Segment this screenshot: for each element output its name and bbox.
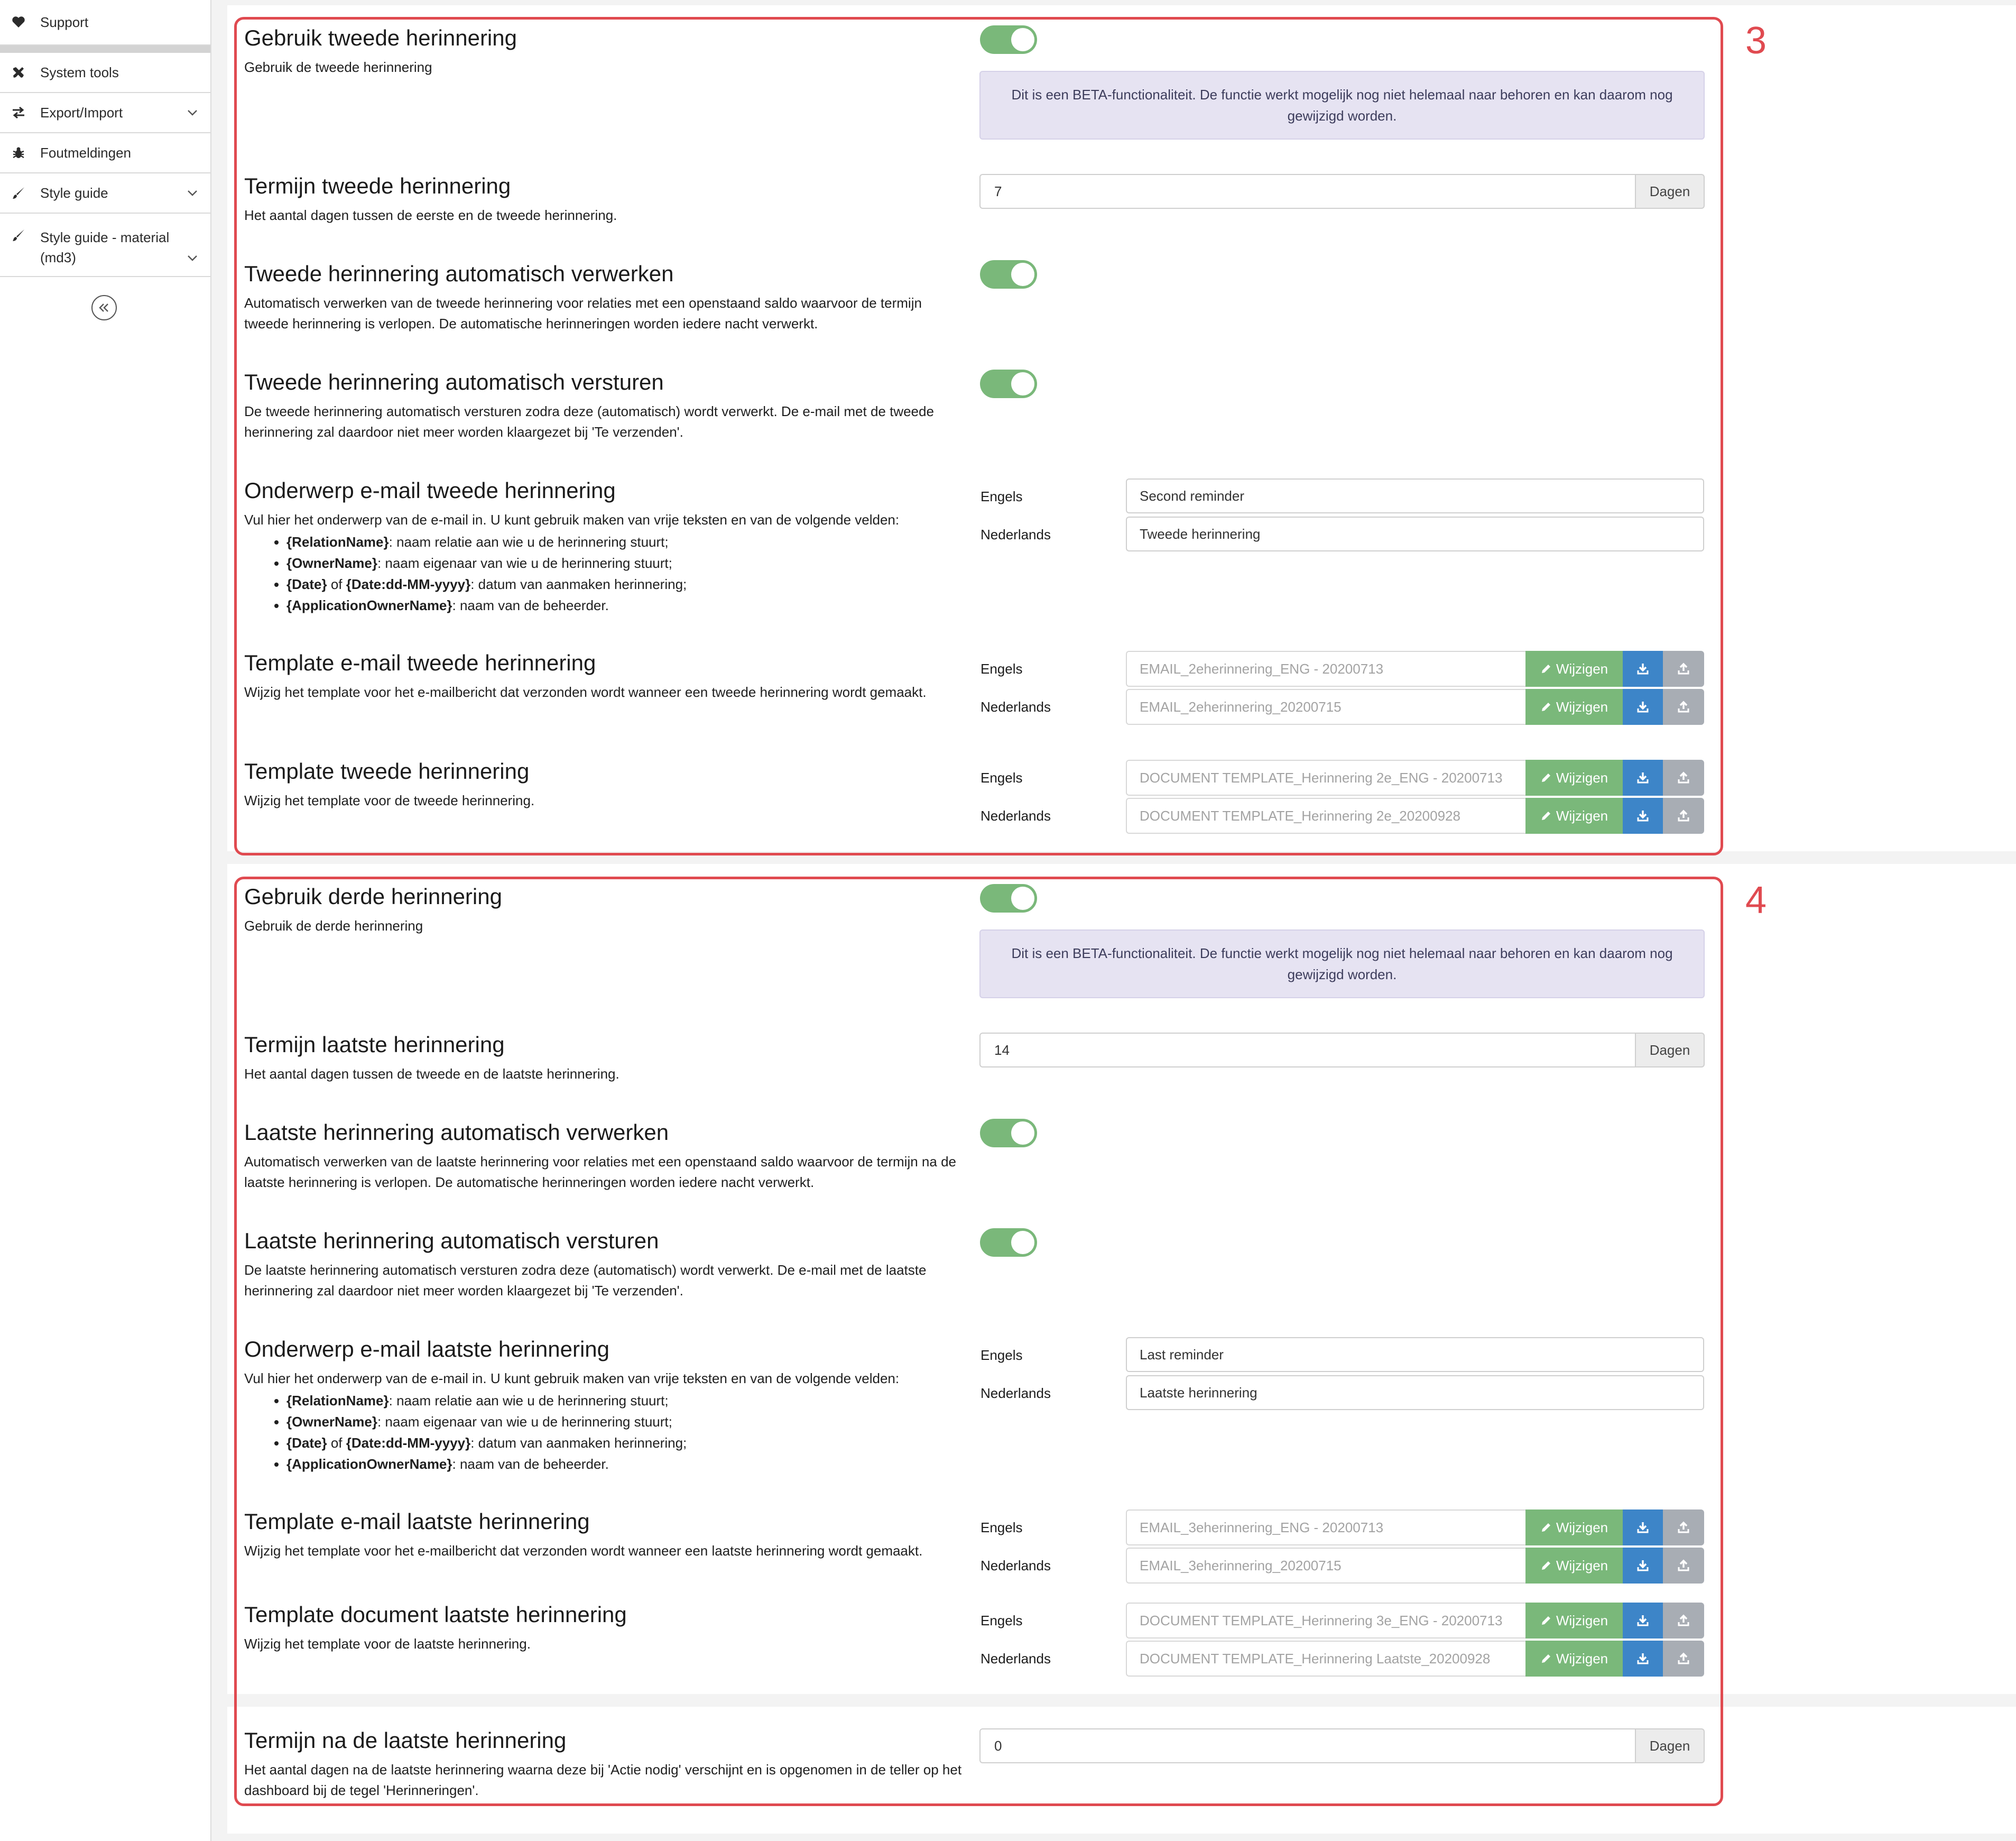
chevron-down-icon [186,187,199,199]
pencil-icon [1540,701,1552,713]
download-template-button[interactable] [1623,760,1663,796]
exchange-icon [11,105,26,121]
subject-fields-list [244,1390,968,1475]
setting-auto-send-third [244,1227,968,1301]
subject-second-en-input[interactable]: Second reminder [1126,478,1704,513]
pencil-icon [1540,1522,1552,1533]
beta-notice: Dit is een BETA-functionaliteit. De functie werkt mogelijk nog niet helemaal naar behoren en kan daarom nog gewijzigd worden. [979,71,1705,140]
setting-description: Het aantal dagen na de laatste herinnering waarna deze bij 'Actie nodig' verschijnt en is opgenomen in de teller op het dashboard bij de tegel 'Herinneringen'. [244,1762,962,1798]
sidebar-item-label: Style guide [40,185,108,201]
days-addon: Dagen [1635,1033,1705,1067]
lang-label-nl: Nederlands [981,808,1051,824]
download-icon [1636,662,1649,675]
list-item: • {Date} of {Date:dd-MM-yyyy}: datum van aanmaken herinnering; [286,574,968,595]
setting-description: De laatste herinnering automatisch versturen zodra deze (automatisch) wordt verwerkt. De e-mail met de laatste herinnering zal daardoor niet meer worden klaargezet bij 'Te verzenden'. [244,1262,927,1299]
setting-title: Termijn tweede herinnering [244,173,511,198]
brush-icon [11,227,26,243]
setting-description: Gebruik de tweede herinnering [244,59,432,75]
lang-label-nl: Nederlands [981,1651,1051,1667]
doc-template-second-nl [1126,798,1704,834]
setting-use-second [244,24,968,78]
setting-description: De tweede herinnering automatisch versturen zodra deze (automatisch) wordt verwerkt. De e-mail met de tweede herinnering zal daardoor niet meer worden klaargezet bij 'Te verzenden'. [244,403,934,440]
email-template-second-en [1126,651,1704,687]
setting-description: Het aantal dagen tussen de eerste en de tweede herinnering. [244,207,617,223]
term-third-input[interactable]: 14 [979,1033,1635,1067]
frame-number-3: 3 [1745,20,1767,62]
download-template-button[interactable] [1623,1509,1663,1545]
pencil-icon [1540,772,1552,784]
lang-label-en: Engels [981,770,1023,786]
lang-label-en: Engels [981,1347,1023,1363]
upload-icon [1677,771,1690,784]
subject-fields-list [244,531,968,616]
heart-icon [11,14,26,30]
download-icon [1636,771,1649,784]
doc-template-second-en [1126,760,1704,796]
download-template-button[interactable] [1623,1603,1663,1639]
edit-template-button[interactable]: Wijzigen [1525,1509,1623,1545]
setting-description [244,510,968,616]
upload-icon [1677,809,1690,822]
setting-description: Het aantal dagen tussen de tweede en de laatste herinnering. [244,1066,619,1082]
download-template-button[interactable] [1623,798,1663,834]
days-addon: Dagen [1635,174,1705,209]
doc-template-third-en [1126,1603,1704,1639]
upload-icon [1677,662,1690,675]
sidebar-divider [0,45,210,53]
setting-use-third [244,883,968,936]
upload-icon [1677,1614,1690,1627]
sidebar-item-label: Support [40,14,89,30]
download-icon [1636,1521,1649,1534]
lang-label-nl: Nederlands [981,699,1051,715]
lang-label-en: Engels [981,1520,1023,1535]
list-item: • {OwnerName}: naam eigenaar van wie u de herinnering stuurt; [286,553,968,574]
template-name-field: EMAIL_3eherinnering_20200715 [1126,1548,1525,1584]
template-name-field: DOCUMENT TEMPLATE_Herinnering 2e_20200928 [1126,798,1525,834]
download-icon [1636,1559,1649,1572]
setting-title: Tweede herinnering automatisch verwerken [244,261,674,286]
term-after-last-input[interactable]: 0 [979,1728,1635,1763]
upload-template-button[interactable] [1663,1509,1704,1545]
pencil-icon [1540,1615,1552,1626]
pencil-icon [1540,663,1552,675]
setting-auto-process-third [244,1119,968,1193]
setting-description: Automatisch verwerken van de tweede herinnering voor relaties met een openstaand saldo waarvoor de termijn tweede herinnering is verlopen. De automatische herinneringen worden iedere nacht verwerkt. [244,295,922,332]
setting-term-second [244,172,968,226]
upload-icon [1677,1559,1690,1572]
template-name-field: EMAIL_2eherinnering_20200715 [1126,689,1525,725]
doc-template-third-nl [1126,1641,1704,1677]
download-template-button[interactable] [1623,689,1663,725]
term-second-input-group [979,174,1705,209]
chevron-down-icon [186,106,199,119]
sidebar-item-export-import[interactable] [0,93,210,133]
upload-template-button[interactable] [1663,1548,1704,1584]
setting-title: Template e-mail tweede herinnering [244,650,596,675]
setting-term-after-last [244,1727,968,1801]
beta-notice: Dit is een BETA-functionaliteit. De functie werkt mogelijk nog niet helemaal naar behoren en kan daarom nog gewijzigd worden. [979,929,1705,998]
lang-label-nl: Nederlands [981,1558,1051,1573]
list-item: • {ApplicationOwnerName}: naam van de beheerder. [286,1453,968,1475]
toggle-auto-send-third[interactable] [980,1228,1037,1257]
collapse-sidebar-button[interactable] [91,295,117,320]
setting-title: Gebruik tweede herinnering [244,25,517,50]
edit-template-button[interactable]: Wijzigen [1525,798,1623,834]
setting-subject-third [244,1336,968,1475]
term-third-input-group [979,1033,1705,1067]
setting-title: Gebruik derde herinnering [244,884,502,909]
toggle-auto-send-second[interactable] [980,370,1037,398]
toggle-auto-process-second[interactable] [980,260,1037,289]
download-template-button[interactable] [1623,1548,1663,1584]
sidebar-item-label: Style guide - material (md3) [40,229,170,265]
sidebar-item-support[interactable] [0,0,210,45]
lang-label-en: Engels [981,489,1023,504]
days-addon: Dagen [1635,1728,1705,1763]
upload-template-button[interactable] [1663,798,1704,834]
upload-template-button[interactable] [1663,1603,1704,1639]
chevron-down-icon [186,252,199,264]
setting-title: Laatste herinnering automatisch verwerken [244,1120,669,1145]
edit-template-button[interactable]: Wijzigen [1525,1548,1623,1584]
template-name-field: EMAIL_3eherinnering_ENG - 20200713 [1126,1509,1525,1545]
pencil-icon [1540,1653,1552,1664]
pencil-icon [1540,1560,1552,1571]
upload-icon [1677,1521,1690,1534]
upload-template-button[interactable] [1663,1641,1704,1677]
edit-template-button[interactable]: Wijzigen [1525,1603,1623,1639]
download-icon [1636,1614,1649,1627]
upload-template-button[interactable] [1663,689,1704,725]
subject-second-nl-input[interactable]: Tweede herinnering [1126,517,1704,551]
upload-icon [1677,701,1690,713]
list-item: • {Date} of {Date:dd-MM-yyyy}: datum van aanmaken herinnering; [286,1432,968,1453]
setting-description: Wijzig het template voor de tweede herinnering. [244,793,535,808]
setting-description: Automatisch verwerken van de laatste herinnering voor relaties met een openstaand saldo waarvoor de termijn na de laatste herinnering is verlopen. De automatische herinneringen worden iedere nacht verwerkt. [244,1154,956,1190]
setting-email-template-third [244,1508,984,1561]
lang-label-nl: Nederlands [981,1385,1051,1401]
sidebar-item-label: System tools [40,64,119,80]
sidebar-item-system-tools[interactable] [0,53,210,93]
setting-doc-template-second [244,758,968,811]
list-item: • {RelationName}: naam relatie aan wie u de herinnering stuurt; [286,1390,968,1411]
setting-email-template-second [244,649,968,703]
setting-description: Gebruik de derde herinnering [244,918,423,934]
sidebar-item-style-guide-material[interactable] [0,214,210,277]
setting-subject-second [244,477,968,616]
setting-title: Onderwerp e-mail tweede herinnering [244,478,616,503]
frame-number-4: 4 [1745,879,1767,922]
subject-help-intro: Vul hier het onderwerp van de e-mail in. U kunt gebruik maken van vrije teksten en van de volgende velden: [244,1370,900,1386]
lang-label-en: Engels [981,1613,1023,1628]
template-name-field: DOCUMENT TEMPLATE_Herinnering 2e_ENG - 20200713 [1126,760,1525,796]
lang-label-en: Engels [981,661,1023,677]
toggle-use-second[interactable] [980,25,1037,54]
setting-auto-process-second [244,260,968,334]
setting-title: Laatste herinnering automatisch versturen [244,1228,659,1253]
sidebar-item-foutmeldingen[interactable] [0,133,210,173]
sidebar-item-style-guide[interactable] [0,173,210,214]
subject-help-intro: Vul hier het onderwerp van de e-mail in. U kunt gebruik maken van vrije teksten en van de volgende velden: [244,512,900,528]
edit-template-button[interactable]: Wijzigen [1525,1641,1623,1677]
download-template-button[interactable] [1623,651,1663,687]
list-item: • {ApplicationOwnerName}: naam van de beheerder. [286,595,968,616]
setting-auto-send-second [244,369,968,443]
template-name-field: EMAIL_2eherinnering_ENG - 20200713 [1126,651,1525,687]
setting-title: Onderwerp e-mail laatste herinnering [244,1337,610,1361]
template-name-field: DOCUMENT TEMPLATE_Herinnering 3e_ENG - 20200713 [1126,1603,1525,1639]
lang-label-nl: Nederlands [981,527,1051,542]
pencil-icon [1540,810,1552,822]
brush-icon [11,185,26,201]
setting-description: Wijzig het template voor het e-mailbericht dat verzonden wordt wanneer een laatste herinnering wordt gemaakt. [244,1543,923,1559]
setting-description: Wijzig het template voor het e-mailbericht dat verzonden wordt wanneer een tweede herinnering wordt gemaakt. [244,684,927,700]
email-template-third-en [1126,1509,1704,1545]
double-chevron-left-icon [97,302,111,313]
tools-icon [11,65,26,80]
download-icon [1636,701,1649,713]
edit-template-button[interactable]: Wijzigen [1525,651,1623,687]
setting-title: Template e-mail laatste herinnering [244,1509,590,1534]
setting-description [244,1368,968,1475]
download-template-button[interactable] [1623,1641,1663,1677]
edit-template-button[interactable]: Wijzigen [1525,760,1623,796]
email-template-second-nl [1126,689,1704,725]
setting-title: Termijn laatste herinnering [244,1032,505,1057]
subject-third-nl-input[interactable]: Laatste herinnering [1126,1375,1704,1410]
term-second-input[interactable]: 7 [979,174,1635,209]
sidebar-item-label: Export/Import [40,104,123,121]
toggle-use-third[interactable] [980,884,1037,913]
edit-template-button[interactable]: Wijzigen [1525,689,1623,725]
setting-term-third [244,1031,968,1084]
upload-template-button[interactable] [1663,651,1704,687]
template-name-field: DOCUMENT TEMPLATE_Herinnering Laatste_20200928 [1126,1641,1525,1677]
download-icon [1636,809,1649,822]
toggle-auto-process-third[interactable] [980,1119,1037,1147]
setting-title: Template document laatste herinnering [244,1602,627,1627]
setting-title: Template tweede herinnering [244,759,530,784]
subject-third-en-input[interactable]: Last reminder [1126,1337,1704,1372]
sidebar-item-label: Foutmeldingen [40,144,131,161]
setting-doc-template-third [244,1601,968,1654]
setting-title: Termijn na de laatste herinnering [244,1728,567,1753]
list-item: • {RelationName}: naam relatie aan wie u de herinnering stuurt; [286,531,968,553]
list-item: • {OwnerName}: naam eigenaar van wie u de herinnering stuurt; [286,1411,968,1432]
upload-template-button[interactable] [1663,760,1704,796]
term-after-last-input-group [979,1728,1705,1763]
bug-icon [11,145,26,161]
upload-icon [1677,1652,1690,1665]
download-icon [1636,1652,1649,1665]
sidebar [0,0,211,1841]
email-template-third-nl [1126,1548,1704,1584]
setting-title: Tweede herinnering automatisch versturen [244,370,664,394]
setting-description: Wijzig het template voor de laatste herinnering. [244,1636,531,1652]
